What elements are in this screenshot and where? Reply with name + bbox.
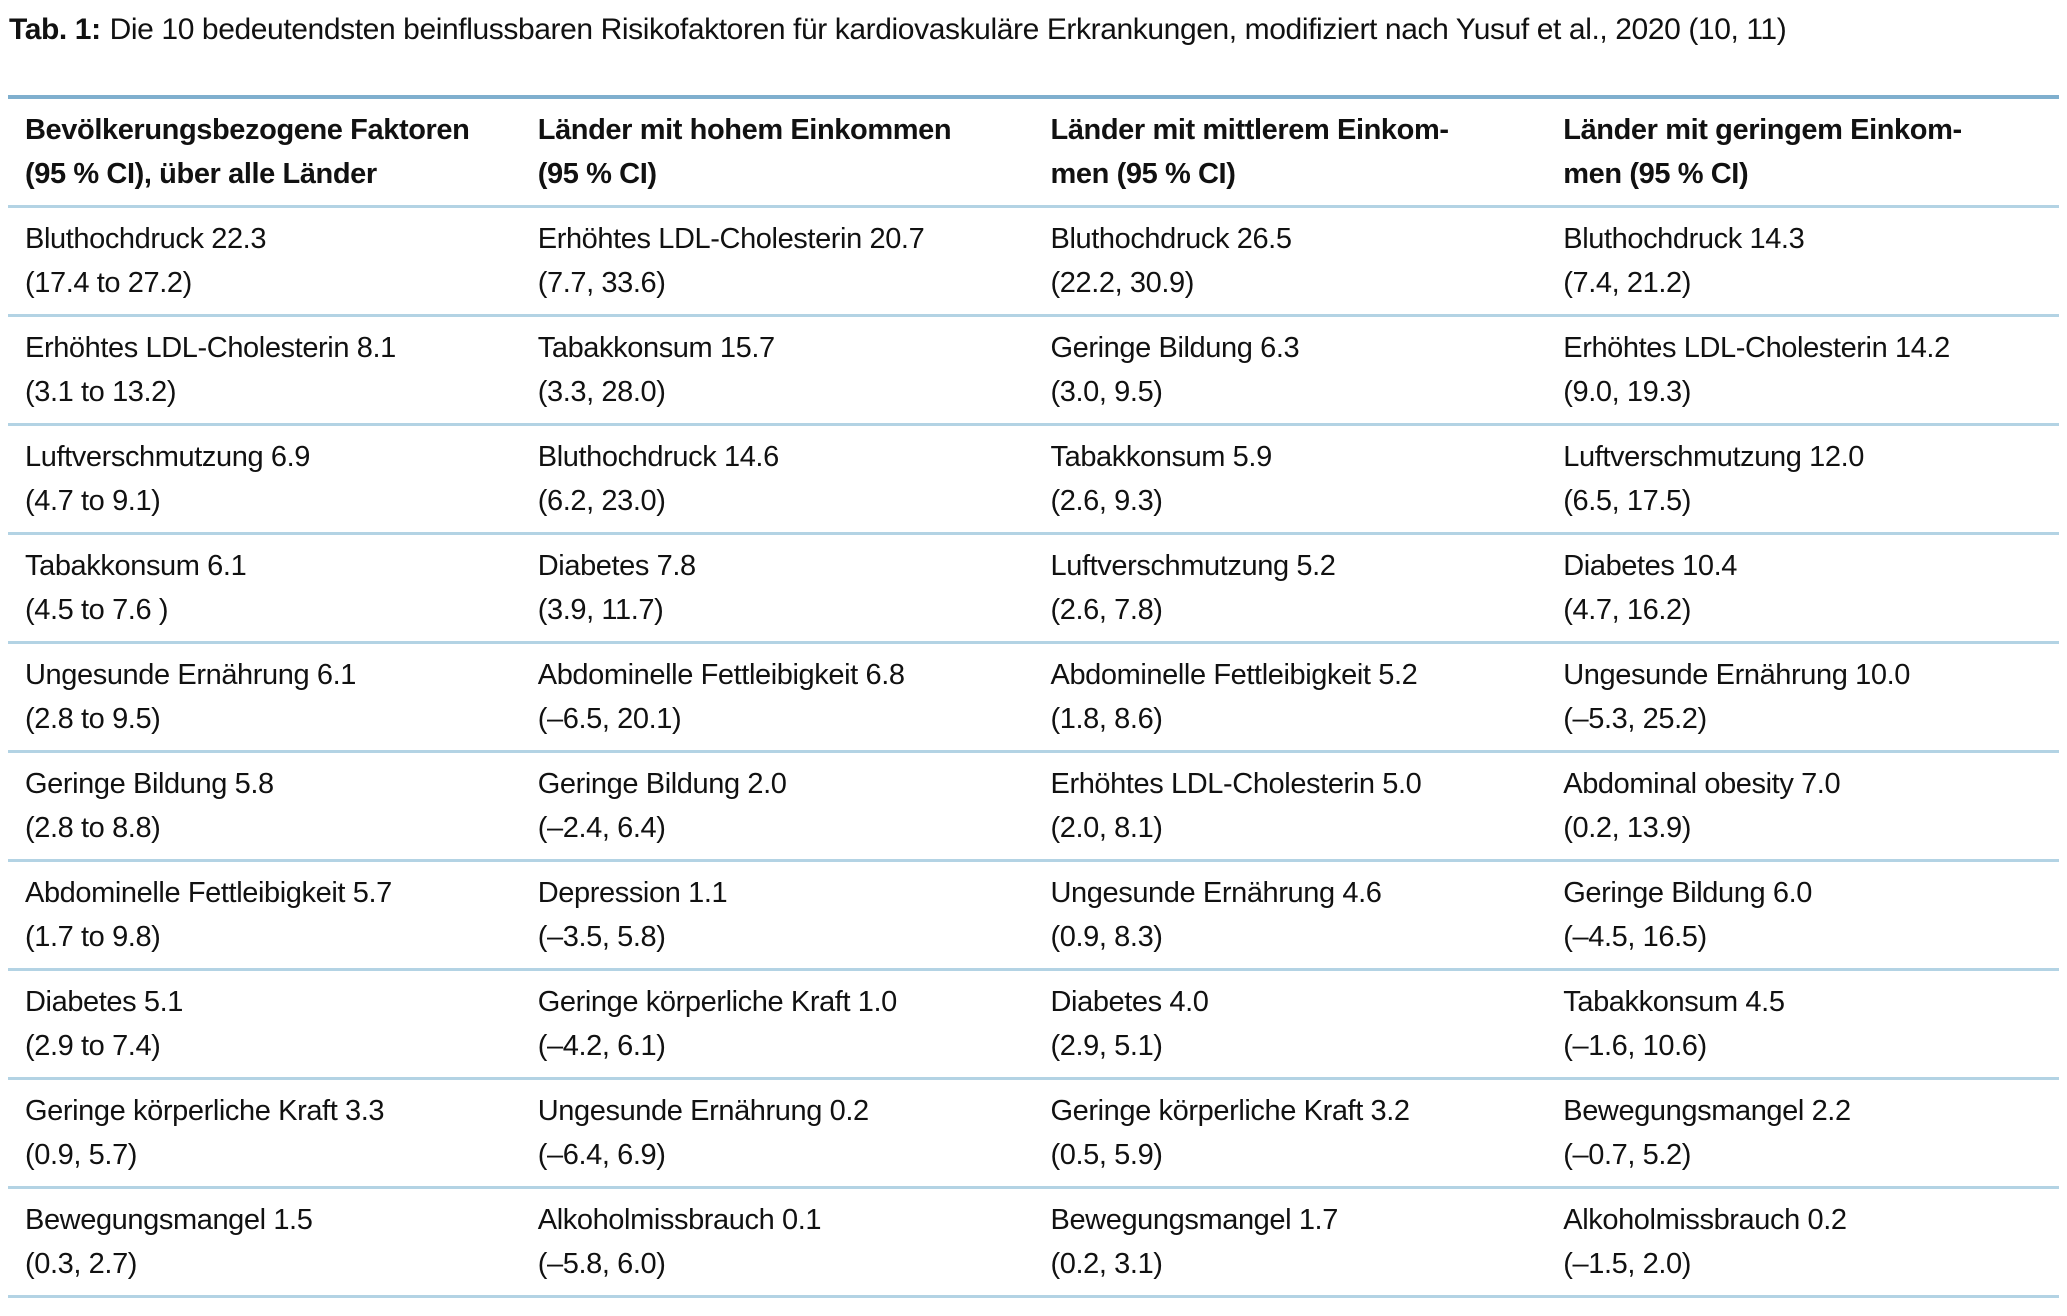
column-header-line1: Länder mit mittlerem Einkom- xyxy=(1050,114,1449,146)
confidence-interval: (2.8 to 9.5) xyxy=(25,703,161,735)
table-row xyxy=(8,425,2059,534)
factor-value: Luftverschmutzung 6.9 xyxy=(25,441,310,473)
factor-value: Erhöhtes LDL-Cholesterin 5.0 xyxy=(1050,768,1422,800)
table-cell xyxy=(521,1079,1034,1188)
confidence-interval: (6.2, 23.0) xyxy=(537,485,666,517)
table-row xyxy=(8,1079,2059,1188)
table-cell xyxy=(1034,861,1547,970)
column-header xyxy=(1034,97,1547,207)
confidence-interval: (4.7, 16.2) xyxy=(1563,594,1692,626)
confidence-interval: (–6.5, 20.1) xyxy=(537,703,682,735)
table-cell xyxy=(8,425,521,534)
factor-value: Alkoholmissbrauch 0.2 xyxy=(1563,1204,1847,1236)
header-row xyxy=(8,97,2059,207)
table-cell xyxy=(1034,752,1547,861)
table-cell xyxy=(1034,1079,1547,1188)
table-cell xyxy=(1546,207,2059,316)
confidence-interval: (2.9, 5.1) xyxy=(1050,1030,1163,1062)
factor-value: Bluthochdruck 14.3 xyxy=(1563,223,1805,255)
column-header-line2: (95 % CI), über alle Länder xyxy=(25,158,377,190)
table-cell xyxy=(1034,1188,1547,1297)
confidence-interval: (22.2, 30.9) xyxy=(1050,267,1195,299)
table-cell xyxy=(521,316,1034,425)
confidence-interval: (2.6, 7.8) xyxy=(1050,594,1163,626)
table-cell xyxy=(8,970,521,1079)
confidence-interval: (3.1 to 13.2) xyxy=(25,376,177,408)
table-cell xyxy=(521,1188,1034,1297)
confidence-interval: (3.3, 28.0) xyxy=(537,376,666,408)
table-cell xyxy=(1034,316,1547,425)
table-cell xyxy=(1546,970,2059,1079)
table-cell xyxy=(1546,861,2059,970)
confidence-interval: (6.5, 17.5) xyxy=(1563,485,1692,517)
factor-value: Geringe Bildung 2.0 xyxy=(537,768,787,800)
factor-value: Alkoholmissbrauch 0.1 xyxy=(537,1204,822,1236)
factor-value: Bewegungsmangel 1.7 xyxy=(1050,1204,1338,1236)
table-cell xyxy=(1546,316,2059,425)
table-cell xyxy=(8,643,521,752)
column-header xyxy=(521,97,1034,207)
table-cell xyxy=(521,425,1034,534)
factor-value: Luftverschmutzung 12.0 xyxy=(1563,441,1864,473)
table-cell xyxy=(1546,534,2059,643)
factor-value: Abdominelle Fettleibigkeit 5.7 xyxy=(25,877,392,909)
confidence-interval: (–1.6, 10.6) xyxy=(1563,1030,1707,1062)
factor-value: Tabakkonsum 5.9 xyxy=(1050,441,1272,473)
table-cell xyxy=(521,861,1034,970)
table-body xyxy=(8,207,2059,1297)
confidence-interval: (–5.3, 25.2) xyxy=(1563,703,1707,735)
factor-value: Diabetes 4.0 xyxy=(1050,986,1209,1018)
factor-value: Ungesunde Ernährung 10.0 xyxy=(1563,659,1910,691)
factor-value: Geringe Bildung 6.3 xyxy=(1050,332,1300,364)
factor-value: Bluthochdruck 14.6 xyxy=(537,441,779,473)
confidence-interval: (–3.5, 5.8) xyxy=(537,921,666,953)
confidence-interval: (0.2, 13.9) xyxy=(1563,812,1692,844)
table-cell xyxy=(1034,534,1547,643)
factor-value: Geringe körperliche Kraft 1.0 xyxy=(537,986,897,1018)
confidence-interval: (0.2, 3.1) xyxy=(1050,1248,1163,1280)
factor-value: Bewegungsmangel 1.5 xyxy=(25,1204,313,1236)
factor-value: Tabakkonsum 4.5 xyxy=(1563,986,1785,1018)
factor-value: Erhöhtes LDL-Cholesterin 14.2 xyxy=(1563,332,1950,364)
table-row xyxy=(8,970,2059,1079)
confidence-interval: (2.6, 9.3) xyxy=(1050,485,1163,517)
confidence-interval: (0.3, 2.7) xyxy=(25,1248,138,1280)
table-cell xyxy=(8,207,521,316)
confidence-interval: (–1.5, 2.0) xyxy=(1563,1248,1692,1280)
factor-value: Erhöhtes LDL-Cholesterin 8.1 xyxy=(25,332,396,364)
factor-value: Abdominelle Fettleibigkeit 6.8 xyxy=(537,659,905,691)
table-cell xyxy=(1034,425,1547,534)
factor-value: Diabetes 7.8 xyxy=(537,550,696,582)
factor-value: Bluthochdruck 22.3 xyxy=(25,223,267,255)
factor-value: Ungesunde Ernährung 0.2 xyxy=(537,1095,869,1127)
table-header xyxy=(8,97,2059,207)
column-header xyxy=(1546,97,2059,207)
confidence-interval: (–4.5, 16.5) xyxy=(1563,921,1707,953)
table-cell xyxy=(1546,643,2059,752)
confidence-interval: (–2.4, 6.4) xyxy=(537,812,666,844)
table-cell xyxy=(8,861,521,970)
confidence-interval: (1.7 to 9.8) xyxy=(25,921,161,953)
column-header-line2: men (95 % CI) xyxy=(1050,158,1236,190)
table-cell xyxy=(521,970,1034,1079)
factor-value: Diabetes 10.4 xyxy=(1563,550,1738,582)
factor-value: Ungesunde Ernährung 6.1 xyxy=(25,659,356,691)
confidence-interval: (4.7 to 9.1) xyxy=(25,485,161,517)
confidence-interval: (3.0, 9.5) xyxy=(1050,376,1163,408)
factor-value: Geringe Bildung 6.0 xyxy=(1563,877,1812,909)
table-row xyxy=(8,861,2059,970)
confidence-interval: (3.9, 11.7) xyxy=(537,594,664,626)
factor-value: Tabakkonsum 15.7 xyxy=(537,332,775,364)
confidence-interval: (2.8 to 8.8) xyxy=(25,812,161,844)
table-row xyxy=(8,752,2059,861)
table-cell xyxy=(1546,1188,2059,1297)
table-row xyxy=(8,207,2059,316)
column-header-line1: Länder mit hohem Einkommen xyxy=(537,114,952,146)
confidence-interval: (17.4 to 27.2) xyxy=(25,267,192,299)
factor-value: Ungesunde Ernährung 4.6 xyxy=(1050,877,1382,909)
table-cell xyxy=(521,643,1034,752)
table-cell xyxy=(521,207,1034,316)
factor-value: Geringe körperliche Kraft 3.3 xyxy=(25,1095,385,1127)
confidence-interval: (2.9 to 7.4) xyxy=(25,1030,161,1062)
confidence-interval: (9.0, 19.3) xyxy=(1563,376,1692,408)
factor-value: Depression 1.1 xyxy=(537,877,728,909)
table-cell xyxy=(8,534,521,643)
confidence-interval: (–6.4, 6.9) xyxy=(537,1139,666,1171)
table-caption-label: Tab. 1: xyxy=(9,13,101,46)
table-cell xyxy=(1034,207,1547,316)
table-cell xyxy=(521,752,1034,861)
confidence-interval: (2.0, 8.1) xyxy=(1050,812,1163,844)
table-row xyxy=(8,534,2059,643)
confidence-interval: (–4.2, 6.1) xyxy=(537,1030,666,1062)
column-header-line1: Länder mit geringem Einkom- xyxy=(1563,114,1962,146)
confidence-interval: (0.9, 8.3) xyxy=(1050,921,1163,953)
factor-value: Abdominelle Fettleibigkeit 5.2 xyxy=(1050,659,1418,691)
table-caption xyxy=(0,0,2067,50)
table-cell xyxy=(1546,1079,2059,1188)
factor-value: Abdominal obesity 7.0 xyxy=(1563,768,1841,800)
confidence-interval: (–5.8, 6.0) xyxy=(537,1248,666,1280)
table-row xyxy=(8,1188,2059,1297)
confidence-interval: (4.5 to 7.6 ) xyxy=(25,594,169,626)
table-cell xyxy=(8,752,521,861)
table-cell xyxy=(521,534,1034,643)
table-cell xyxy=(8,1079,521,1188)
column-header-line2: men (95 % CI) xyxy=(1563,158,1749,190)
factor-value: Bluthochdruck 26.5 xyxy=(1050,223,1292,255)
column-header xyxy=(8,97,521,207)
table-row xyxy=(8,643,2059,752)
factor-value: Diabetes 5.1 xyxy=(25,986,184,1018)
factor-value: Bewegungsmangel 2.2 xyxy=(1563,1095,1851,1127)
confidence-interval: (1.8, 8.6) xyxy=(1050,703,1163,735)
factor-value: Geringe Bildung 5.8 xyxy=(25,768,274,800)
column-header-line2: (95 % CI) xyxy=(537,158,657,190)
table-cell xyxy=(1546,425,2059,534)
table-cell xyxy=(1034,970,1547,1079)
table-cell xyxy=(1034,643,1547,752)
table-cell xyxy=(8,316,521,425)
confidence-interval: (7.4, 21.2) xyxy=(1563,267,1692,299)
factor-value: Luftverschmutzung 5.2 xyxy=(1050,550,1336,582)
confidence-interval: (–0.7, 5.2) xyxy=(1563,1139,1692,1171)
factor-value: Tabakkonsum 6.1 xyxy=(25,550,247,582)
table-caption-text: Die 10 bedeutendsten beinflussbaren Risikofaktoren für kardiovaskuläre Erkrankungen, modifiziert nach Yusuf et al., 2020 (10, 11) xyxy=(109,13,1787,46)
confidence-interval: (0.5, 5.9) xyxy=(1050,1139,1163,1171)
factor-value: Erhöhtes LDL-Cholesterin 20.7 xyxy=(537,223,925,255)
table-row xyxy=(8,316,2059,425)
confidence-interval: (0.9, 5.7) xyxy=(25,1139,138,1171)
table-cell xyxy=(1546,752,2059,861)
confidence-interval: (7.7, 33.6) xyxy=(537,267,666,299)
table-cell xyxy=(8,1188,521,1297)
factor-value: Geringe körperliche Kraft 3.2 xyxy=(1050,1095,1410,1127)
risk-factors-table xyxy=(8,95,2059,1298)
column-header-line1: Bevölkerungsbezogene Faktoren xyxy=(25,114,470,146)
